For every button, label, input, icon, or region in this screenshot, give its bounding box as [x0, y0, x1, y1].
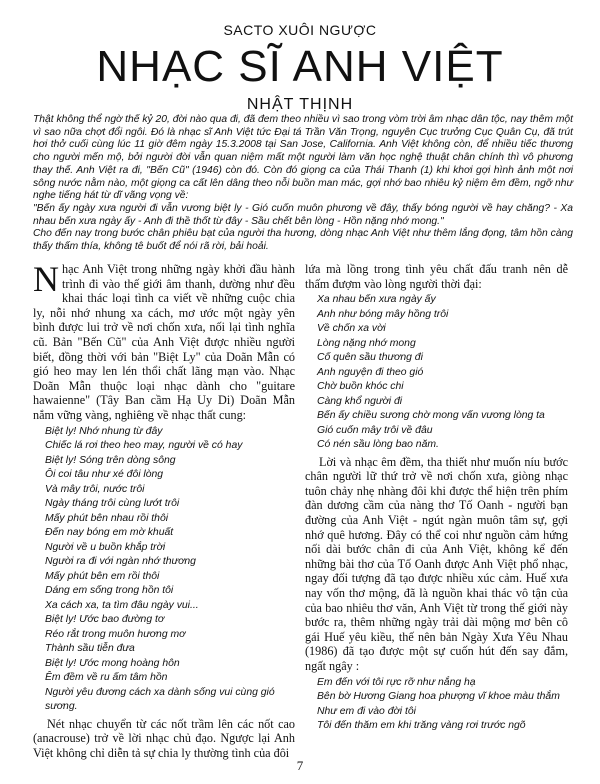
poem-line: Réo rắt trong muôn hương mơ — [45, 628, 186, 640]
column-right-paragraph-2: Lời và nhạc êm đềm, tha thiết như muốn níu bước chân người lữ thứ trở về nơi chốn xưa, giòng nhạc tuôn chảy nhẹ nhàng đôi khi được thể hiện trên phím đàn dương cầm của nàng thơ Tố Oanh - người bạn đường của Anh Việt - ngút ngàn muôn tâm sự, gợi nhớ quê hương. Đây có thể coi như nguồn cảm hứng nối dài bước chân đi của Anh Việt, không kể đến những bài thơ của Tố Oanh được Anh Việt phổ nhạc, ngay đối tượng đã tạo được nhiều xúc cảm. Huế xưa nay vốn thơ mộng, đã là nguồn khai thác vô tận của của bao nhiêu thơ văn, Anh Việt từ trong thế giới này bước ra, thêm những ngày trải dài mộng mơ bên cô gái Huế yêu kiều, thế nên bản Ngày Xưa Yêu Nhau (1986) đã tạo được một sự cuốn hút đến say đắm, ngất ngây : — [305, 454, 568, 673]
poem-line: Ôi coi tâu như xé đôi lòng — [45, 469, 164, 481]
poem-line: Xa nhau bến xưa ngày ấy — [317, 294, 436, 306]
poem-line: Chờ buồn khóc chi — [317, 381, 404, 393]
poem-line: Bến ấy chiều sương chờ mong vấn vương lòng ta — [317, 410, 545, 422]
intro-paragraph-1: Thật không thể ngờ thế kỷ 20, đời nào qua đi, đã đem theo nhiều vì sao trong vòm trời âm nhạc dân tộc, nay thêm một vì sao nữa chợt đổi ngôi. Đó là nhạc sĩ Anh Việt tức Đại tá Trần Văn Trọng, nguyên Cục trưởng Cục Quân Cụ, đã trút hơi thở cuối cùng lúc 11 giờ đêm ngày 15.3.2008 tại San Jose, California. Anh Việt không còn, để nhiều tiếc thương cho người mến mộ, bởi người đời vẫn quan niệm mất một người làm văn học nghệ thuật chân chính thì vô phương thay thế. Anh Việt ra đi, "Bến Cũ" (1946) còn đó. Còn đó giọng ca của Thái Thanh (1) khi khơi gợi hình ảnh một nơi sông nước nằm nào, một giọng ca cất lên dâng theo nỗi buồn man mác, gợi nhớ bao nhiêu kỷ niệm êm đềm, ngỡ như nghe tiếng hát từ dĩ vãng vọng về: — [33, 114, 573, 202]
poem-line: Anh nguyện đi theo gió — [317, 366, 424, 378]
poem-line: Và mây trôi, nước trôi — [45, 483, 145, 495]
poem-line: Mấy phút bên em rồi thôi — [45, 570, 160, 582]
column-right — [305, 262, 568, 736]
poem-line: Như em đi vào đời tôi — [317, 705, 416, 717]
poem-ben-cu — [305, 293, 568, 453]
poem-line: Anh như bóng mây hồng trôi — [317, 308, 449, 320]
page-title: NHẠC SĨ ANH VIỆT — [96, 42, 504, 91]
poem-line: Người ra đi với ngàn nhớ thương — [45, 556, 196, 568]
poem-line: Đến nay bóng em mờ khuất — [45, 527, 174, 539]
column-left-paragraph-1 — [33, 259, 295, 423]
drop-cap: N — [33, 259, 59, 299]
poem-line: Tôi đến thăm em khi trăng vàng rơi trước ngõ — [317, 720, 526, 732]
intro-quote: "Bến ấy ngày xưa người đi vẫn vương biệt ly - Gió cuốn muôn phương về đây, thấy bóng người về hay chăng? - Xa nhau bến xưa ngày ấy - Anh đi thề thốt từ đây - Sầu chết bên lòng - Hồn nặng nhớ mong." — [33, 202, 573, 227]
poem-line: Người yêu đương cách xa dành sống vui cùng gió sương. — [45, 686, 275, 713]
section-kicker: SACTO XUÔI NGƯỢC — [223, 22, 377, 38]
poem-line: Càng khổ người đi — [317, 395, 403, 407]
poem-line: Biệt ly! Ước bao đường tơ — [45, 614, 165, 626]
poem-line: Biệt ly! Ước mong hoàng hôn — [45, 657, 180, 669]
poem-line: Em đến với tôi rực rỡ như nắng hạ — [317, 676, 476, 688]
poem-line: Có nén sầu lòng bao năm. — [317, 439, 439, 451]
poem-line: Lòng nặng nhớ mong — [317, 337, 416, 349]
poem-line: Ngày tháng trôi cùng lướt trôi — [45, 498, 180, 510]
poem-line: Biệt ly! Nhớ nhung từ đây — [45, 425, 163, 437]
poem-line: Thành sầu tiễn đưa — [45, 643, 135, 655]
poem-ngay-xua-yeu-nhau — [305, 676, 568, 734]
poem-line: Người về u buồn khắp trời — [45, 541, 166, 553]
poem-line: Bên bờ Hương Giang hoa phượng vĩ khoe màu thắm — [317, 691, 560, 703]
poem-line: Cố quên sầu thương đi — [317, 352, 423, 364]
poem-line: Dáng em sống trong hồn tôi — [45, 585, 174, 597]
poem-line: Êm đềm về ru ấm tâm hồn — [45, 672, 168, 684]
column-left-paragraph-2: Nét nhạc chuyển từ các nốt trầm lên các nốt cao (anacrouse) trở về lời nhạc chủ đạo. Ngược lại Anh Việt không chỉ diễn tả sự chia ly thường tình của đôi — [33, 716, 295, 760]
poem-line: Xa cách xa, ta tìm đâu ngày vui... — [45, 599, 199, 611]
poem-line: Gió cuốn mây trôi về đâu — [317, 424, 433, 436]
poem-biet-ly — [33, 425, 295, 715]
page-number: 7 — [296, 758, 304, 773]
author-name: NHẬT THỊNH — [246, 96, 354, 113]
paragraph-text: hạc Anh Việt trong những ngày khởi đầu hành trình đi vào thế giới âm thanh, dường như đều khai thác loại tình ca viết về những cuộc chia ly, nỗi nhớ nhung xa cách, mơ ước một ngày yên bình được lui trở về nơi chốn xưa, nối lại tình nghĩa cũ. Bản "Bến Cũ" của Anh Việt được nhiều người biết, đồng thời với bản "Biệt Ly" của Doãn Mẫn có gió heo may len lén thổi chất lãng mạn vào. Nhạc Doãn Mẫn thuộc loại nhạc dành cho "guitare hawaienne" (Tây Ban cầm Hạ Uy Di) Doãn Mẫn nắm vững vàng, nghiêng về nhạc thất cung: — [33, 262, 295, 422]
poem-line: Chiếc lá rơi theo heo may, người về có hay — [45, 440, 243, 452]
poem-line: Biệt ly! Sóng trên dòng sông — [45, 454, 176, 466]
intro-paragraph-2: Cho đến nay trong bước chân phiêu bạt của người tha hương, dòng nhạc Anh Việt như thêm lắng đọng, tâm hồn càng thấy thấm thía, không tê buốt để nói rã rời, bải hoải. — [33, 228, 573, 253]
column-right-paragraph-1: lứa mà lồng trong tình yêu chất đấu tranh nên dễ thấm đượm vào lòng người thời đại: — [305, 262, 568, 291]
poem-line: Mấy phút bên nhau rồi thôi — [45, 512, 169, 524]
column-left — [33, 259, 295, 760]
poem-line: Về chốn xa vời — [317, 323, 386, 335]
intro-block — [33, 114, 573, 254]
